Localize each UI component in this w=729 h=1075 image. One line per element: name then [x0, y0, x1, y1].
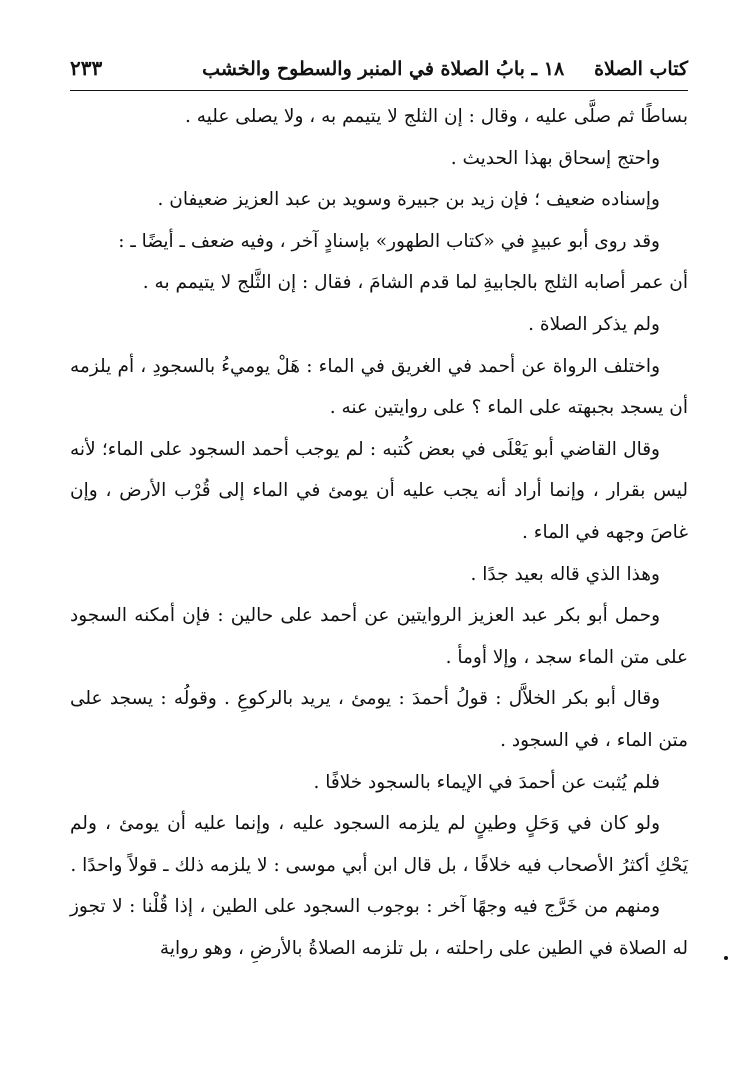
chapter-title: ١٨ ـ بابُ الصلاة في المنبر والسطوح والخشب	[202, 58, 565, 80]
paragraph: وحمل أبو بكر عبد العزيز الروايتين عن أحمد على حالين : فإن أمكنه السجود على متن الماء سجد ، وإلا أومأ .	[70, 605, 688, 668]
body-text	[70, 96, 688, 969]
running-header	[70, 56, 688, 90]
page-number: ٢٣٣	[70, 56, 103, 80]
paragraph: ولو كان في وَحَلٍ وطينٍ لم يلزمه السجود عليه ، وإنما عليه أن يومئ ، ولم يَحْكِ أكثرُ الأصحاب فيه خلافًا ، بل قال ابن أبي موسى : لا يلزمه ذلك ـ قولاً واحدًا .	[70, 813, 688, 876]
header-divider	[70, 90, 688, 91]
paragraph: أن عمر أصابه الثلج بالجابيةِ لما قدم الشامَ ، فقال : إن الثَّلج لا يتيمم به .	[142, 272, 688, 294]
paragraph: ومنهم من خَرَّج فيه وجهًا آخر : بوجوب السجود على الطين ، إذا قُلْنا : لا تجوز له الصلاة في الطين على راحلته ، بل تلزمه الصلاةُ بالأرضِ ، وهو رواية	[70, 896, 688, 959]
paragraph: وقال أبو بكر الخلاَّل : قولُ أحمدَ : يومئ ، يريد بالركوعِ . وقولُه : يسجد على متن الماء ، في السجود .	[70, 688, 688, 751]
margin-dot	[724, 956, 728, 960]
book-title: كتاب الصلاة	[594, 58, 688, 80]
paragraph: واحتج إسحاق بهذا الحديث .	[450, 147, 660, 169]
paragraph: وقد روى أبو عبيدٍ في «كتاب الطهور» بإسنادٍ آخر ، وفيه ضعف ـ أيضًا ـ :	[118, 230, 660, 252]
paragraph: بساطًا ثم صلَّى عليه ، وقال : إن الثلج لا يتيمم به ، ولا يصلى عليه .	[184, 106, 688, 127]
paragraph: وقال القاضي أبو يَعْلَى في بعض كُتبه : لم يوجب أحمد السجود على الماء؛ لأنه ليس بقرار ، وإنما أراد أنه يجب عليه أن يومئ في الماء إلى قُرْب الأرض ، وإن غاصَ وجهه في الماء .	[70, 438, 688, 543]
paragraph: واختلف الرواة عن أحمد في الغريق في الماء : هَلْ يوميءُ بالسجودِ ، أم يلزمه أن يسجد بجبهته على الماء ؟ على روايتين عنه .	[70, 355, 688, 419]
paragraph: فلم يُثبت عن أحمدَ في الإيماء بالسجود خلافًا .	[313, 771, 660, 793]
paragraph: وإسناده ضعيف ؛ فإن زيد بن جبيرة وسويد بن عبد العزيز ضعيفان .	[157, 189, 660, 211]
paragraph: ولم يذكر الصلاة .	[528, 313, 660, 335]
paragraph: وهذا الذي قاله بعيد جدًا .	[470, 563, 660, 585]
